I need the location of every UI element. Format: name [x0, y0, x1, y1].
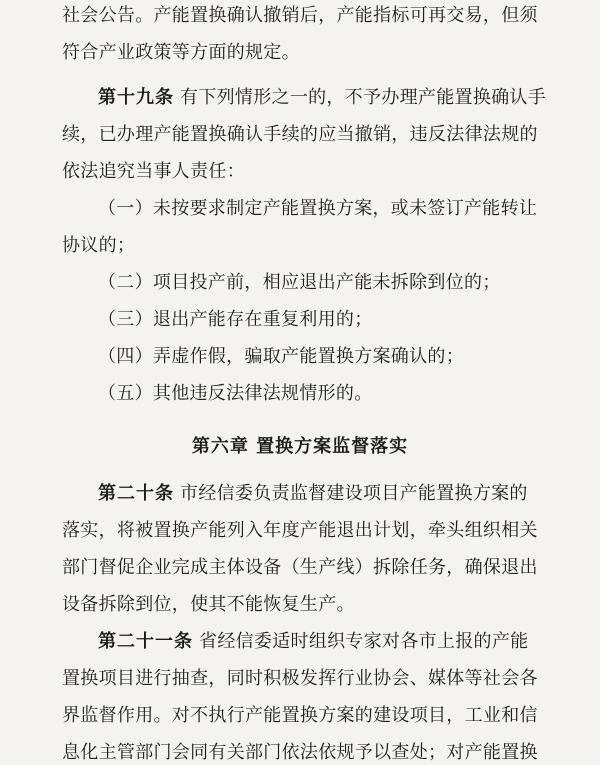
article-20-line [98, 482, 600, 506]
article-21-line [98, 630, 600, 654]
article-19-text: 有下列情形之一的，不予办理产能置换确认手 [180, 87, 547, 108]
paragraph-line: 落实，将被置换产能列入年度产能退出计划，牵头组织相关 [62, 520, 538, 541]
list-item: （四）弄虚作假，骗取产能置换方案确认的； [98, 346, 464, 367]
paragraph-line: 依法追究当事人责任： [62, 161, 245, 182]
article-19-heading: 第十九条 [98, 87, 174, 108]
paragraph-line: 置换项目进行抽查，同时积极发挥行业协会、媒体等社会各 [62, 668, 538, 689]
paragraph-line: 设备拆除到位，使其不能恢复生产。 [62, 594, 355, 615]
article-19-line [98, 86, 600, 110]
paragraph-line: 社会公告。产能置换确认撤销后，产能指标可再交易，但须 [62, 5, 538, 26]
paragraph-line: 息化主管部门会同有关部门依法依规予以查处；对产能置换 [62, 742, 538, 763]
list-item: （三）退出产能存在重复利用的； [98, 309, 373, 330]
paragraph-line: 续，已办理产能置换确认手续的应当撤销，违反法律法规的 [62, 124, 538, 145]
chapter-heading: 第六章 置换方案监督落实 [191, 436, 409, 457]
article-21-heading: 第二十一条 [98, 631, 193, 652]
list-item: （二）项目投产前，相应退出产能未拆除到位的； [98, 272, 501, 293]
list-item: （五）其他违反法律法规情形的。 [98, 383, 373, 404]
article-20-heading: 第二十条 [98, 483, 174, 504]
paragraph-line: 符合产业政策等方面的规定。 [62, 42, 300, 63]
paragraph-line: 部门督促企业完成主体设备（生产线）拆除任务，确保退出 [62, 557, 538, 578]
article-20-text: 市经信委负责监督建设项目产能置换方案的 [180, 483, 528, 504]
paragraph-line: 界监督作用。对不执行产能置换方案的建设项目，工业和信 [62, 705, 538, 726]
list-item-continuation: 协议的； [62, 235, 136, 256]
list-item: （一）未按要求制定产能置换方案，或未签订产能转让 [98, 198, 538, 219]
article-21-text: 省经信委适时组织专家对各市上报的产能 [199, 631, 529, 652]
